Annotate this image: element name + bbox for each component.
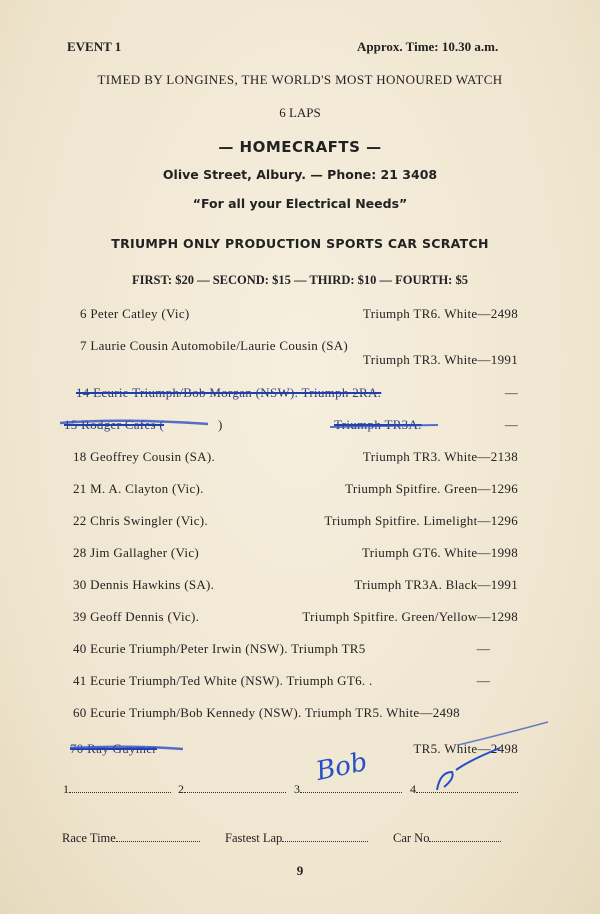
entry-right: Triumph TR3. White—2138 — [362, 449, 518, 464]
sponsor-slogan: “For all your Electrical Needs” — [192, 196, 408, 211]
entry-car-struck: Triumph TR3A. — [334, 417, 422, 432]
entry-left: 60 Ecurie Triumph/Bob Kennedy (NSW). Triumph TR5. White—2498 — [73, 705, 460, 720]
handwritten-third-place: Bob — [313, 746, 370, 788]
entry-right: Triumph TR6. White—2498 — [362, 306, 518, 321]
entry-right: Triumph Spitfire. Green/Yellow—1298 — [302, 609, 518, 624]
laps: 6 LAPS — [279, 105, 321, 120]
entry-left-struck: 70 Ray Guymer — [70, 741, 157, 756]
car-no-field: Car No — [393, 831, 501, 846]
entry-right: — — [476, 641, 490, 656]
place-4-label: 4 — [410, 782, 518, 797]
race-time-field: Race Time — [62, 831, 200, 846]
approx-time: Approx. Time: 10.30 a.m. — [357, 39, 499, 54]
entry-left: 18 Geoffrey Cousin (SA). — [73, 449, 215, 464]
place-3-label: 3 — [294, 782, 402, 797]
entry-left: 21 M. A. Clayton (Vic). — [73, 481, 204, 496]
entry-paren: ) — [218, 417, 223, 432]
entry-left: 6 Peter Catley (Vic) — [80, 306, 190, 321]
entry-left: 22 Chris Swingler (Vic). — [73, 513, 208, 528]
entry-left-struck: 14 Ecurie Triumph/Bob Morgan (NSW). Triumph 2RA. — [76, 385, 382, 400]
entry-right: — — [504, 417, 518, 432]
sponsor-name: — HOMECRAFTS — — [218, 138, 382, 156]
entry-left: 30 Dennis Hawkins (SA). — [73, 577, 215, 592]
entry-right: TR5. White—2498 — [413, 741, 518, 756]
entry-right: Triumph GT6. White—1998 — [361, 545, 518, 560]
place-2-label: 2 — [178, 782, 286, 797]
place-1-label: 1 — [63, 782, 171, 797]
entry-left: 28 Jim Gallagher (Vic) — [73, 545, 200, 560]
race-title: TRIUMPH ONLY PRODUCTION SPORTS CAR SCRATCH — [111, 236, 489, 251]
sponsor-address: Olive Street, Albury. — Phone: 21 3408 — [162, 167, 438, 182]
entry-left: 7 Laurie Cousin Automobile/Laurie Cousin (SA) — [80, 338, 349, 353]
entry-right: Triumph Spitfire. Green—1296 — [345, 481, 518, 496]
entry-left-struck: 15 Rodger Cafes ( — [64, 417, 165, 432]
fastest-lap-field: Fastest Lap — [225, 831, 368, 846]
entry-right: Triumph TR3A. Black—1991 — [354, 577, 518, 592]
entry-right: Triumph TR3. White—1991 — [362, 352, 518, 367]
entry-left: 40 Ecurie Triumph/Peter Irwin (NSW). Triumph TR5 — [73, 641, 366, 656]
page-number: 9 — [296, 863, 304, 878]
event-number: EVENT 1 — [67, 39, 122, 54]
prize-money: FIRST: $20 — SECOND: $15 — THIRD: $10 — FOURTH: $5 — [132, 273, 468, 287]
entry-right: Triumph Spitfire. Limelight—1296 — [324, 513, 518, 528]
entry-left: 41 Ecurie Triumph/Ted White (NSW). Triumph GT6. . — [73, 673, 373, 688]
timed-by-line: TIMED BY LONGINES, THE WORLD'S MOST HONOURED WATCH — [97, 72, 503, 87]
entry-right: — — [476, 673, 490, 688]
entry-left: 39 Geoff Dennis (Vic). — [73, 609, 200, 624]
entry-right: — — [504, 385, 518, 400]
